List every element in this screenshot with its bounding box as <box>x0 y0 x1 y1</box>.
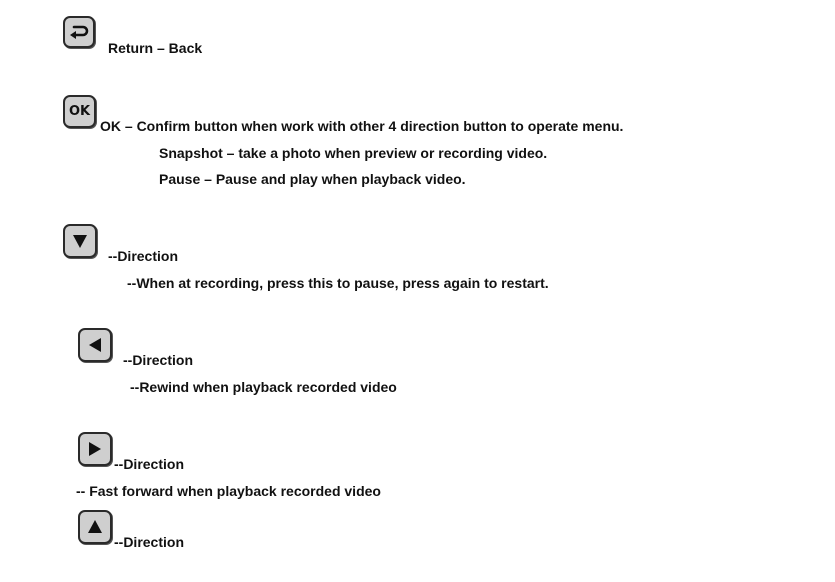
ok-button-graphic <box>63 95 96 128</box>
right-label: --Direction <box>114 456 184 472</box>
ok-icon: OK <box>68 104 91 119</box>
ok-detail-pause: Pause – Pause and play when playback video. <box>159 171 466 187</box>
right-button-graphic <box>78 432 112 466</box>
up-label: --Direction <box>114 534 184 550</box>
down-button-graphic <box>63 224 97 258</box>
ok-label: OK – Confirm button when work with other 4 direction button to operate menu. <box>100 118 624 134</box>
right-arrow-icon <box>86 440 104 458</box>
ok-detail-snapshot: Snapshot – take a photo when preview or recording video. <box>159 145 548 161</box>
return-button-graphic <box>63 16 95 48</box>
return-icon <box>68 21 90 43</box>
left-button-graphic <box>78 328 112 362</box>
down-label: --Direction <box>108 248 178 264</box>
left-label: --Direction <box>123 352 193 368</box>
right-detail: -- Fast forward when playback recorded video <box>76 483 381 499</box>
return-label: Return – Back <box>108 40 203 56</box>
left-detail: --Rewind when playback recorded video <box>130 379 397 395</box>
down-arrow-icon <box>71 232 89 250</box>
up-button-graphic <box>78 510 112 544</box>
left-arrow-icon <box>86 336 104 354</box>
up-arrow-icon <box>86 518 104 536</box>
down-detail: --When at recording, press this to pause, press again to restart. <box>127 275 549 291</box>
